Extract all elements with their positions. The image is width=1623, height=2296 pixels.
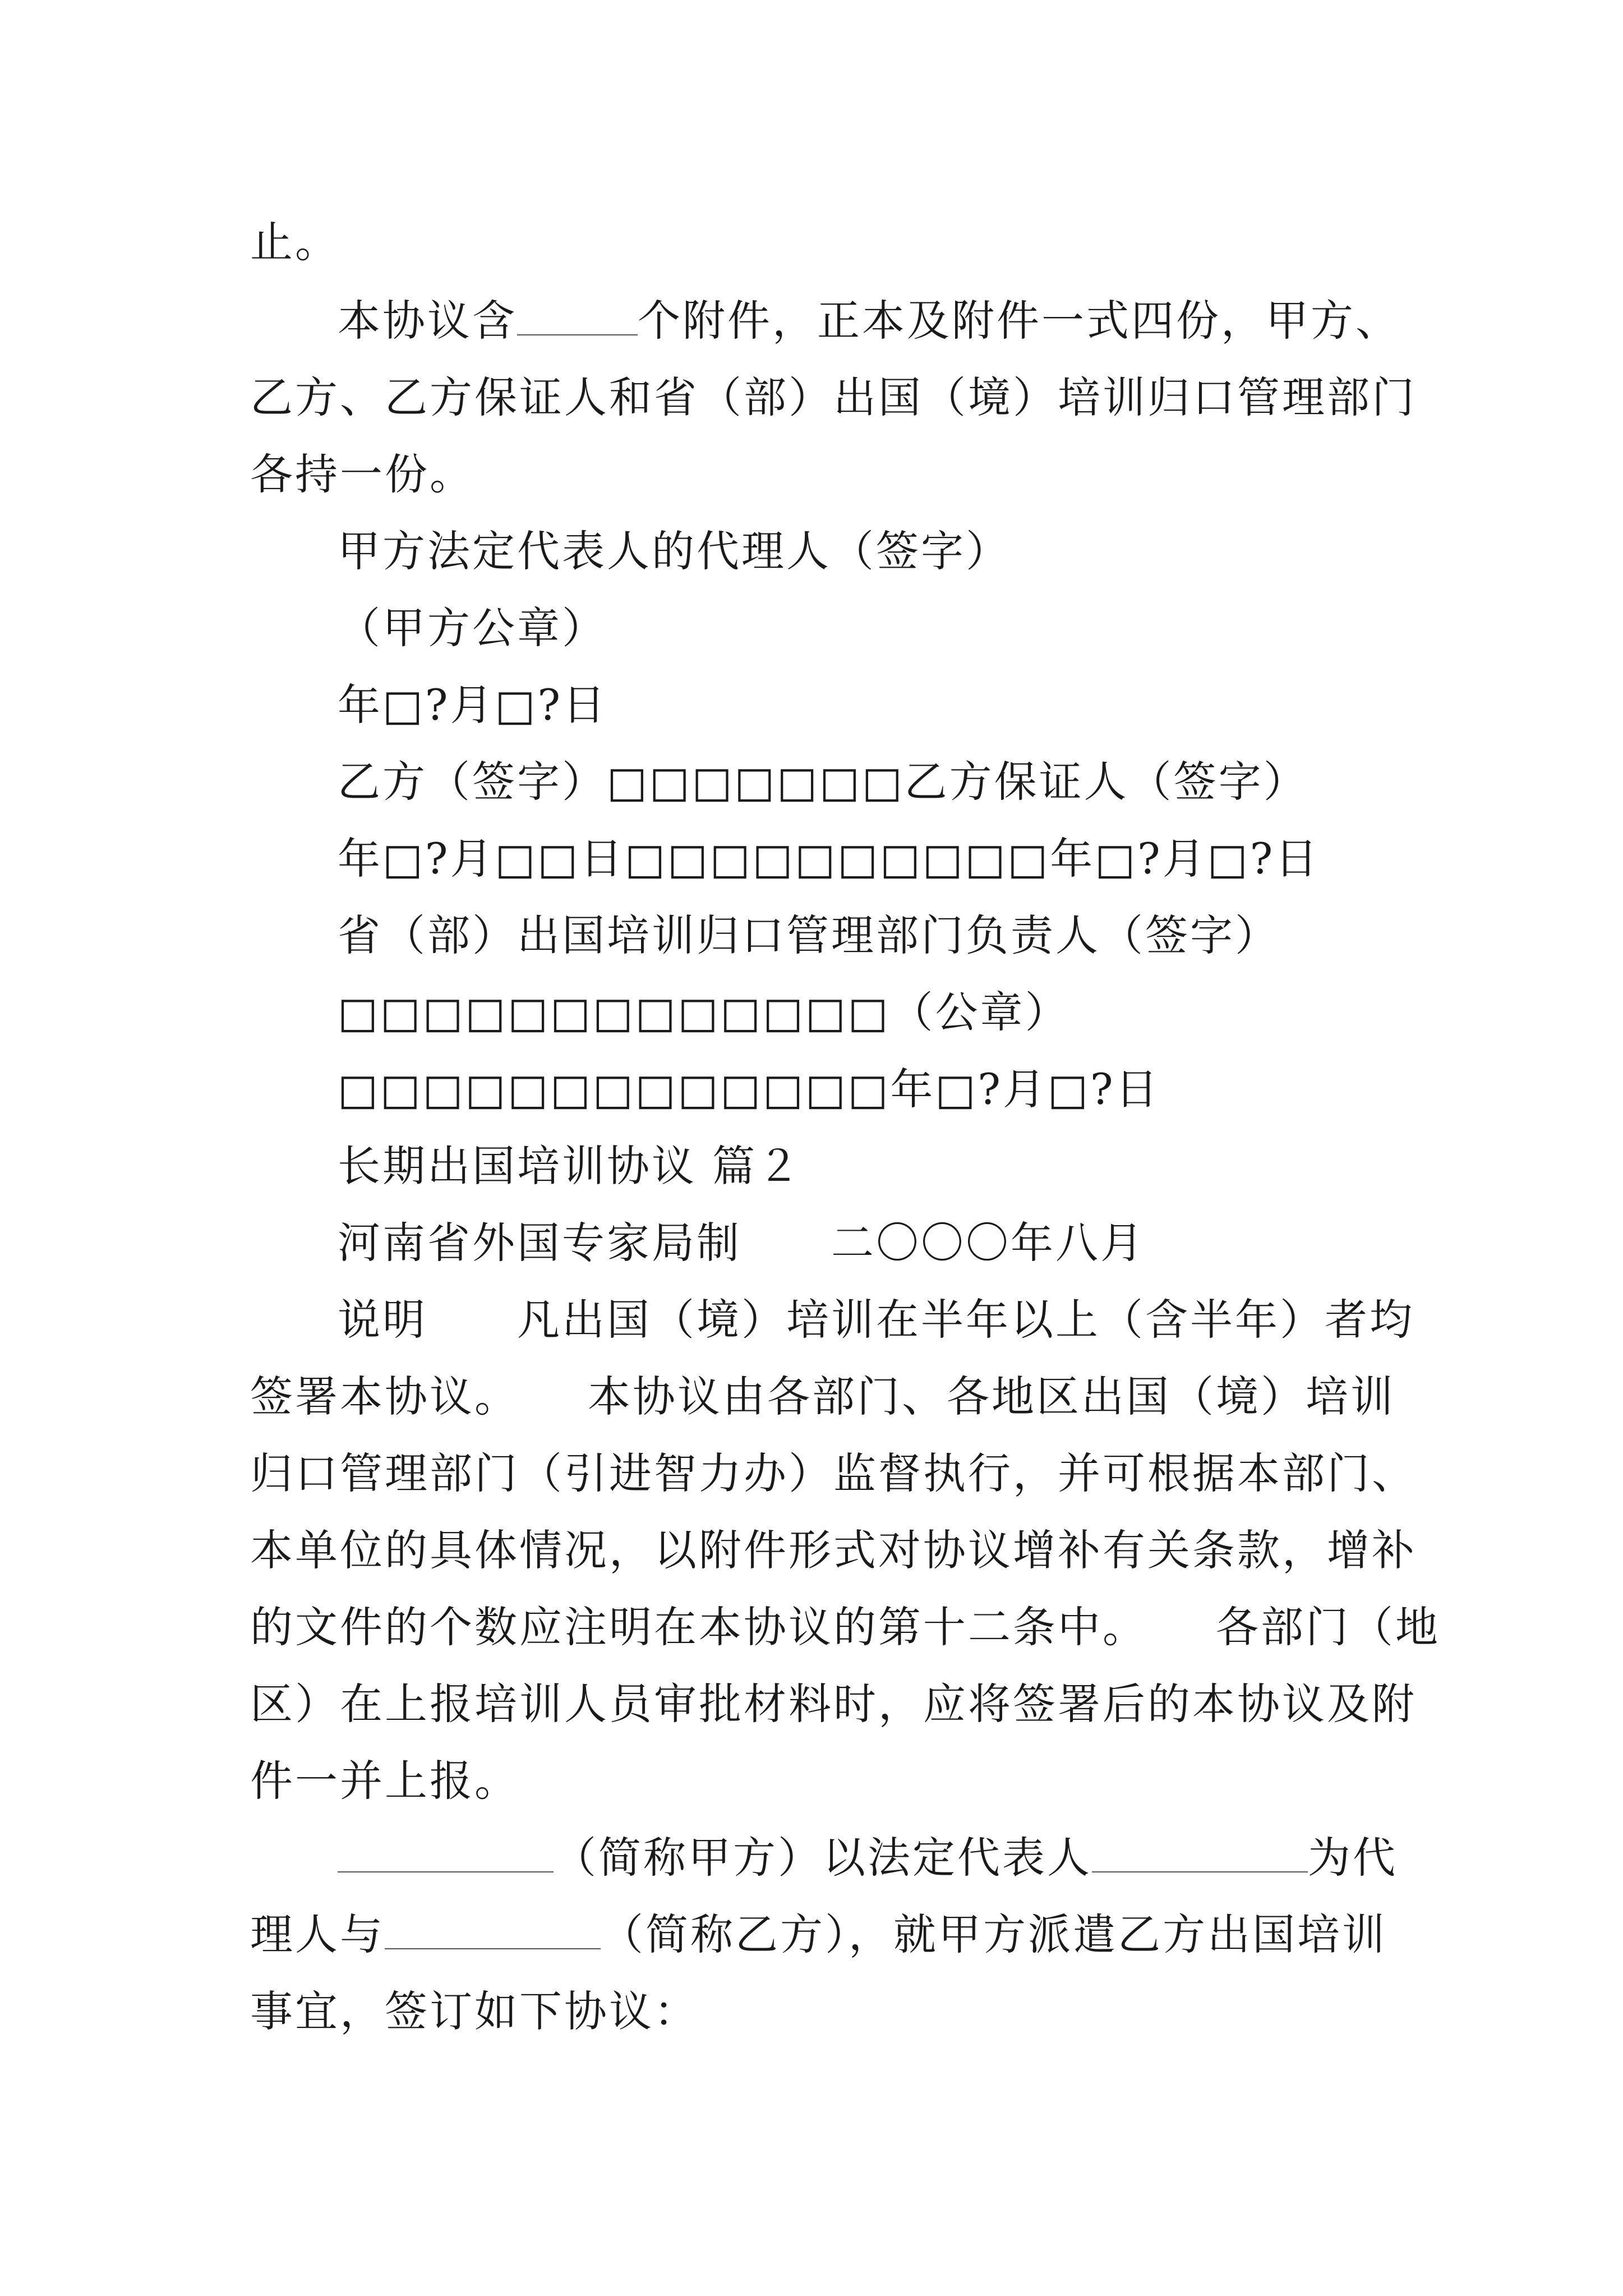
text-segment: 为代: [1308, 1833, 1398, 1883]
fill-blank: [338, 1832, 554, 1872]
text-segment: （简称甲方）以法定代表人: [554, 1833, 1092, 1883]
fill-blank: [385, 1909, 601, 1949]
text-line: 事宜，签订如下协议：: [250, 1986, 699, 2036]
text-line: 止。: [250, 217, 340, 267]
text-line: 区）在上报培训人员审批材料时，应将签署后的本协议及附: [250, 1679, 1417, 1729]
text-line: 归口管理部门（引进智力办）监督执行，并可根据本部门、: [250, 1448, 1417, 1498]
text-line: 的文件的个数应注明在本协议的第十二条中。 各部门（地: [250, 1602, 1440, 1652]
text-line: 河南省外国专家局制 二〇〇〇年八月: [338, 1218, 1145, 1268]
fill-blank: [517, 295, 638, 335]
text-segment: 本协议含: [338, 296, 517, 346]
text-line: 各持一份。: [250, 449, 474, 499]
text-line: （甲方公章）: [338, 603, 607, 653]
text-line: 本单位的具体情况，以附件形式对协议增补有关条款，增补: [250, 1525, 1417, 1575]
text-line: 乙方、乙方保证人和省（部）出国（境）培训归口管理部门: [250, 372, 1417, 422]
text-line: 说明 凡出国（境）培训在半年以上（含半年）者均: [338, 1295, 1414, 1345]
text-segment: 理人与: [250, 1910, 385, 1959]
text-line: 乙方（签字）□□□□□□□乙方保证人（签字）: [338, 757, 1308, 807]
text-line: □□□□□□□□□□□□□年□?月□?日: [338, 1064, 1160, 1114]
text-line: 省（部）出国培训归口管理部门负责人（签字）: [338, 910, 1280, 960]
text-line: 件一并上报。: [250, 1756, 519, 1806]
text-segment: （简称乙方），就甲方派遣乙方出国培训: [601, 1910, 1387, 1959]
section-heading: 长期出国培训协议 篇２: [338, 1141, 803, 1191]
text-line: 甲方法定代表人的代理人（签字）: [338, 526, 1011, 576]
text-line: 年□?月□□日□□□□□□□□□□年□?月□?日: [338, 834, 1320, 884]
text-segment: 个附件，正本及附件一式四份，甲方、: [638, 296, 1400, 346]
text-line: 年□?月□?日: [338, 680, 608, 730]
text-line: 签署本协议。 本协议由各部门、各地区出国（境）培训: [250, 1372, 1395, 1421]
text-line: [338, 293, 1400, 349]
text-line: □□□□□□□□□□□□□（公章）: [338, 987, 1070, 1037]
fill-blank: [1092, 1832, 1308, 1872]
text-line: [250, 1907, 1387, 1963]
text-line: [338, 1830, 1398, 1886]
